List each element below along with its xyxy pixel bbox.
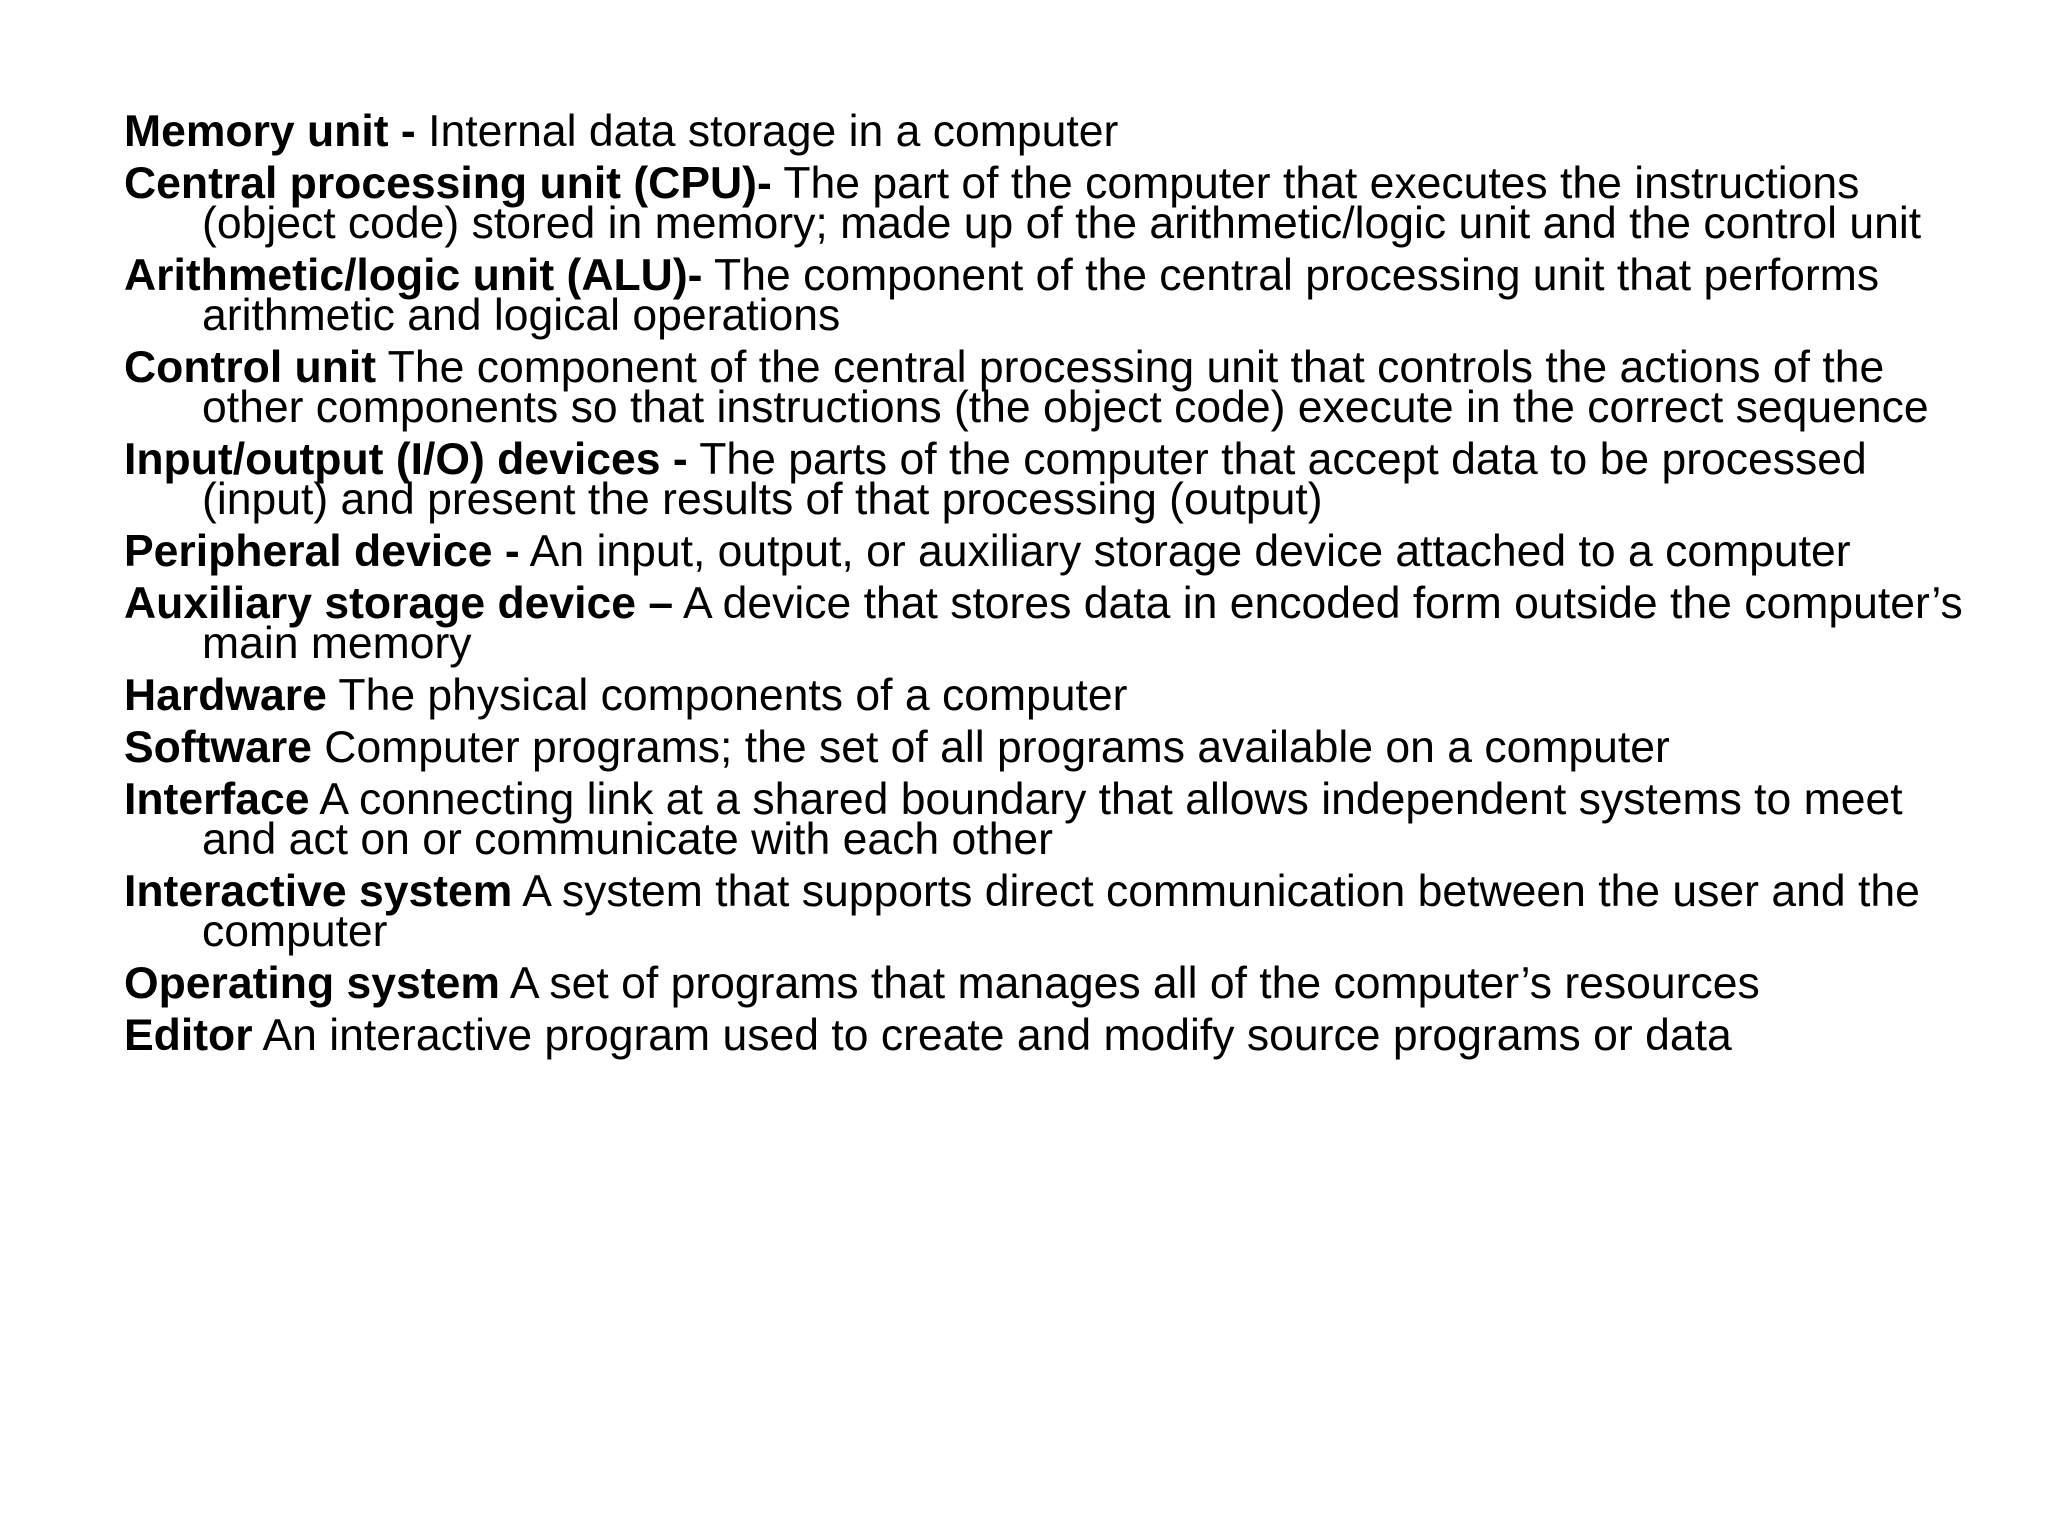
glossary-definition: A set of programs that manages all of the computer’s resources <box>499 959 1760 1008</box>
glossary-definition: The component of the central processing unit that performs arithmetic and logical operations <box>202 251 1880 340</box>
glossary-term: Arithmetic/logic unit (ALU)- <box>124 251 703 300</box>
glossary-definition: Computer programs; the set of all programs available on a computer <box>311 723 1670 772</box>
glossary-definition: An interactive program used to create and modify source programs or data <box>252 1011 1732 1060</box>
glossary-term: Hardware <box>124 671 327 720</box>
glossary-entry-control-unit <box>124 343 1984 432</box>
glossary-entry-operating-system <box>124 959 1984 1008</box>
glossary-definition: An input, output, or auxiliary storage device attached to a computer <box>519 527 1851 576</box>
glossary-term: Control unit <box>124 343 377 392</box>
glossary-definition: The parts of the computer that accept data to be processed (input) and present the results of that processing (output) <box>202 435 1867 524</box>
glossary-definition: The component of the central processing unit that controls the actions of the other components so that instructions (the object code) execute in the correct sequence <box>202 343 1929 432</box>
glossary-entry-memory-unit <box>124 107 1984 156</box>
glossary-definition: A connecting link at a shared boundary that allows independent systems to meet and act on or communicate with each other <box>202 775 1903 864</box>
glossary-entry-software <box>124 723 1984 772</box>
glossary-term: Interface <box>124 775 310 824</box>
glossary-list <box>124 107 1984 1068</box>
glossary-entry-interface <box>124 775 1984 864</box>
glossary-term: Interactive system <box>124 867 513 916</box>
glossary-term: Memory unit - <box>124 107 416 156</box>
glossary-term: Operating system <box>124 959 500 1008</box>
glossary-entry-interactive-system <box>124 867 1984 956</box>
glossary-entry-alu <box>124 251 1984 340</box>
glossary-definition: A device that stores data in encoded form outside the computer’s main memory <box>202 579 1963 668</box>
glossary-entry-cpu <box>124 159 1984 248</box>
glossary-term: Auxiliary storage device – <box>124 579 674 628</box>
glossary-term: Editor <box>124 1011 253 1060</box>
glossary-term: Peripheral device - <box>124 527 520 576</box>
glossary-term: Central processing unit (CPU)- <box>124 159 772 208</box>
glossary-entry-hardware <box>124 671 1984 720</box>
glossary-definition: The physical components of a computer <box>326 671 1128 720</box>
glossary-definition: A system that supports direct communication between the user and the computer <box>202 867 1920 956</box>
glossary-definition: The part of the computer that executes the instructions (object code) stored in memory; made up of the arithmetic/logic unit and the control unit <box>202 159 1922 248</box>
glossary-entry-peripheral-device <box>124 527 1984 576</box>
glossary-term: Input/output (I/O) devices - <box>124 435 688 484</box>
glossary-entry-io-devices <box>124 435 1984 524</box>
glossary-term: Software <box>124 723 312 772</box>
glossary-entry-editor <box>124 1011 1984 1060</box>
glossary-definition: Internal data storage in a computer <box>415 107 1119 156</box>
glossary-entry-auxiliary-storage <box>124 579 1984 668</box>
